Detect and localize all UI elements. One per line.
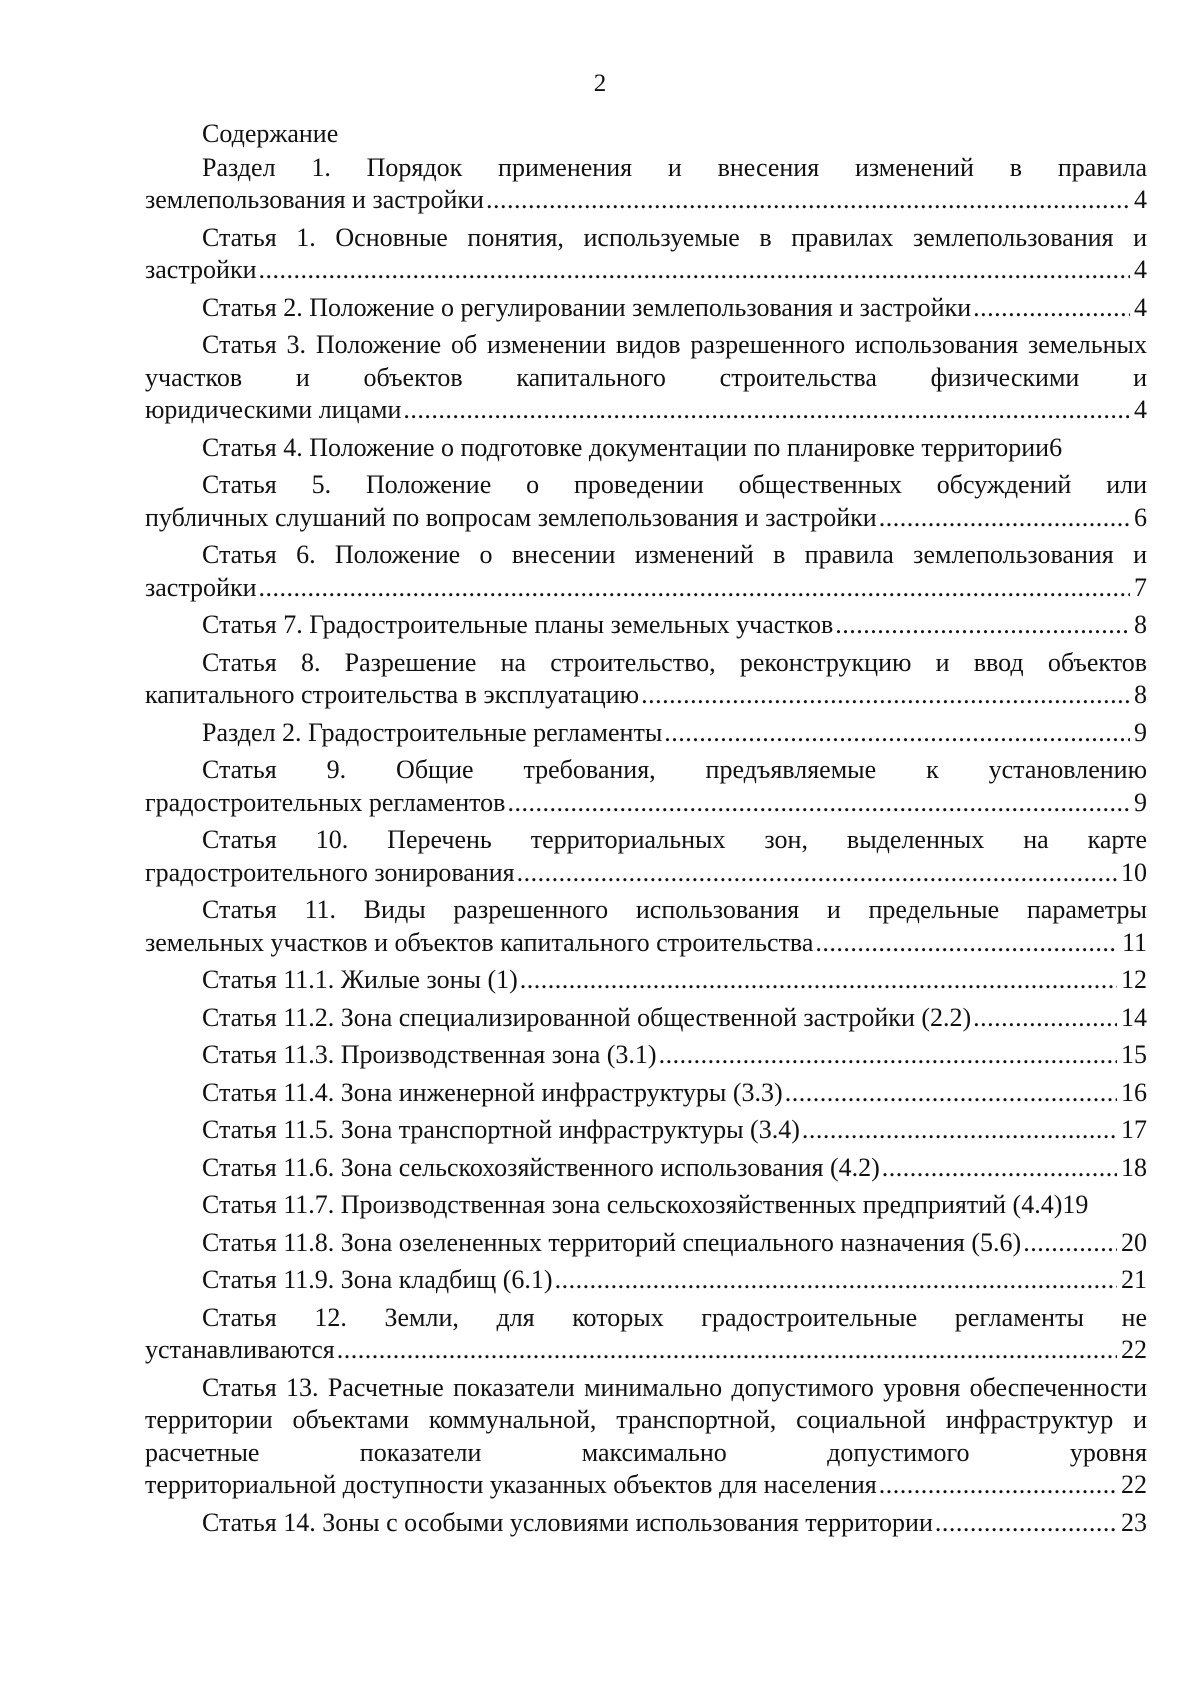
toc-entry — [145, 152, 1147, 217]
toc-entry — [145, 647, 1147, 712]
toc-entry — [145, 609, 1147, 642]
dot-leader — [815, 927, 1118, 960]
dot-leader — [555, 1264, 1117, 1297]
dot-leader — [879, 1469, 1117, 1502]
toc-entry-lead: Статья 12. Земли, для которых градостроительные регламенты не — [202, 1302, 1147, 1332]
toc-entry-page: 7 — [1134, 572, 1147, 602]
toc-entry-page: 15 — [1121, 1040, 1147, 1069]
toc-entry-text: Статья 4. Положение о подготовке документации по планировке территории — [202, 432, 1050, 462]
toc-entry-page: 9 — [1134, 717, 1147, 747]
toc-entry-text: Статья 11.8. Зона озелененных территорий специального назначения (5.6) — [202, 1227, 1022, 1257]
toc-entry-page: 16 — [1121, 1077, 1147, 1107]
dot-leader — [517, 857, 1117, 890]
toc-entry-page: 8 — [1134, 610, 1147, 639]
toc-entry-text: землепользования и застройки — [145, 185, 484, 214]
toc-entry-text: Статья 11.9. Зона кладбищ (6.1) — [202, 1265, 553, 1294]
dot-leader — [641, 679, 1130, 712]
dot-leader — [659, 1039, 1117, 1072]
toc-entry-text: Статья 11.3. Производственная зона (3.1) — [202, 1040, 657, 1069]
toc-entry-page: 14 — [1121, 1002, 1147, 1032]
toc-entry — [145, 1114, 1147, 1147]
dot-leader — [664, 717, 1130, 750]
toc-entry-page: 9 — [1134, 787, 1147, 817]
toc-entry-text: капитального строительства в эксплуатацию — [145, 680, 640, 709]
toc-entry-page: 12 — [1121, 965, 1147, 994]
toc-entry-text: Статья 11.7. Производственная зона сельскохозяйственных предприятий (4.4) — [202, 1190, 1063, 1219]
toc-entry-page: 21 — [1121, 1265, 1147, 1294]
toc-entry-page: 8 — [1134, 680, 1147, 709]
toc-entry-page: 4 — [1134, 185, 1147, 214]
toc-entry-text: Статья 7. Градостроительные планы земельных участков — [202, 610, 834, 639]
toc-entry-page: 4 — [1134, 292, 1147, 322]
dot-leader — [935, 1507, 1117, 1540]
toc-entry-page: 17 — [1121, 1115, 1147, 1144]
dot-leader — [1023, 1227, 1117, 1260]
dot-leader — [520, 964, 1117, 997]
toc-entry — [145, 432, 1147, 465]
toc-entry-text: Статья 11.6. Зона сельскохозяйственного использования (4.2) — [202, 1152, 880, 1182]
toc-entry — [145, 754, 1147, 819]
toc-entry-lead: Статья 10. Перечень территориальных зон, выделенных на карте — [202, 825, 1147, 854]
toc-entry-text: Статья 11.5. Зона транспортной инфраструктуры (3.4) — [202, 1115, 800, 1144]
dot-leader — [337, 1334, 1117, 1367]
toc-entry — [145, 717, 1147, 750]
toc-entry-page: 11 — [1121, 927, 1147, 957]
toc-entry-text: Статья 11.4. Зона инженерной инфраструктуры (3.3) — [202, 1077, 783, 1107]
toc-entry-page: 23 — [1121, 1507, 1147, 1537]
dot-leader — [486, 184, 1130, 217]
toc-entry — [145, 964, 1147, 997]
toc-entry — [145, 469, 1147, 534]
toc-entry-text: устанавливаются — [145, 1335, 335, 1364]
toc-entry-text: публичных слушаний по вопросам землепользования и застройки — [145, 502, 877, 532]
dot-leader — [507, 787, 1130, 820]
toc-entry-text: Статья 2. Положение о регулировании землепользования и застройки — [202, 292, 972, 322]
toc-entry — [145, 1507, 1147, 1540]
dot-leader — [785, 1077, 1117, 1110]
page-number: 2 — [593, 70, 607, 97]
toc-entry-text: застройки — [145, 255, 257, 284]
toc-title: Содержание — [202, 119, 339, 148]
toc-entry — [145, 1189, 1147, 1222]
toc-entry — [145, 222, 1147, 287]
toc-entry-text: территориальной доступности указанных объектов для населения — [145, 1470, 877, 1499]
toc-entry-page: 10 — [1121, 857, 1147, 887]
toc-entry — [145, 894, 1147, 959]
toc-entry — [145, 1302, 1147, 1367]
toc-entry-page: 22 — [1121, 1335, 1147, 1364]
toc-entry — [145, 1002, 1147, 1035]
dot-leader — [973, 292, 1130, 325]
toc-entry-page: 6 — [1049, 432, 1063, 462]
toc-entry-lead: Статья 5. Положение о проведении общественных обсуждений или — [202, 470, 1147, 499]
toc-entry-lead: Раздел 1. Порядок применения и внесения изменений в правила — [202, 152, 1147, 182]
dot-leader — [802, 1114, 1117, 1147]
toc-entry-text: земельных участков и объектов капитального строительства — [145, 927, 814, 957]
toc-entry-page: 20 — [1121, 1227, 1147, 1257]
toc-entry — [145, 329, 1147, 427]
toc-entry-lead: Статья 1. Основные понятия, используемые в правилах землепользования и — [202, 222, 1147, 252]
toc-entry — [145, 1264, 1147, 1297]
dot-leader — [835, 609, 1130, 642]
toc-entry-lead: Статья 11. Виды разрешенного использования и предельные параметры — [202, 895, 1147, 924]
toc-entry-lead: Статья 8. Разрешение на строительство, реконструкцию и ввод объектов — [202, 647, 1147, 677]
toc-entry — [145, 1372, 1147, 1502]
dot-leader — [973, 1002, 1117, 1035]
toc-entry-page: 19 — [1062, 1190, 1089, 1219]
toc-entry-page: 4 — [1134, 255, 1147, 284]
toc-entry-lead: Статья 9. Общие требования, предъявляемые к установлению — [202, 755, 1147, 784]
toc-entry — [145, 1152, 1147, 1185]
dot-leader — [259, 254, 1131, 287]
toc-entry — [145, 539, 1147, 604]
toc-entry-text: юридическими лицами — [145, 395, 402, 424]
toc-entry — [145, 1039, 1147, 1072]
dot-leader — [259, 572, 1131, 605]
toc-entry-text: Статья 14. Зоны с особыми условиями использования территории — [202, 1507, 933, 1537]
table-of-contents — [145, 118, 1147, 1544]
toc-entry-text: Раздел 2. Градостроительные регламенты — [202, 717, 663, 747]
toc-entry — [145, 824, 1147, 889]
dot-leader — [882, 1152, 1117, 1185]
toc-entry-page: 18 — [1121, 1152, 1147, 1182]
toc-entry-text: Статья 11.1. Жилые зоны (1) — [202, 965, 518, 994]
toc-entry — [145, 292, 1147, 325]
toc-entry-lead: Статья 13. Расчетные показатели минимально допустимого уровня обеспеченности территории объектами коммунальной, транспортной, социальной инфраструктур и расчетные показатели максимально допустимого уровня — [145, 1372, 1147, 1467]
toc-entry-page: 22 — [1121, 1470, 1147, 1499]
toc-entry — [145, 1077, 1147, 1110]
toc-entry-text: Статья 11.2. Зона специализированной общественной застройки (2.2) — [202, 1002, 972, 1032]
toc-entry-text: градостроительных регламентов — [145, 787, 506, 817]
dot-leader — [403, 394, 1130, 427]
toc-entry-text: градостроительного зонирования — [145, 857, 515, 887]
toc-entry-text: застройки — [145, 572, 257, 602]
toc-entry-lead: Статья 3. Положение об изменении видов разрешенного использования земельных участков и объектов капитального строительства физическими и — [145, 330, 1147, 392]
toc-entry-page: 4 — [1134, 395, 1147, 424]
dot-leader — [879, 502, 1130, 535]
toc-entry-page: 6 — [1134, 502, 1147, 532]
toc-entry — [145, 1227, 1147, 1260]
toc-entry-lead: Статья 6. Положение о внесении изменений в правила землепользования и — [202, 540, 1147, 569]
